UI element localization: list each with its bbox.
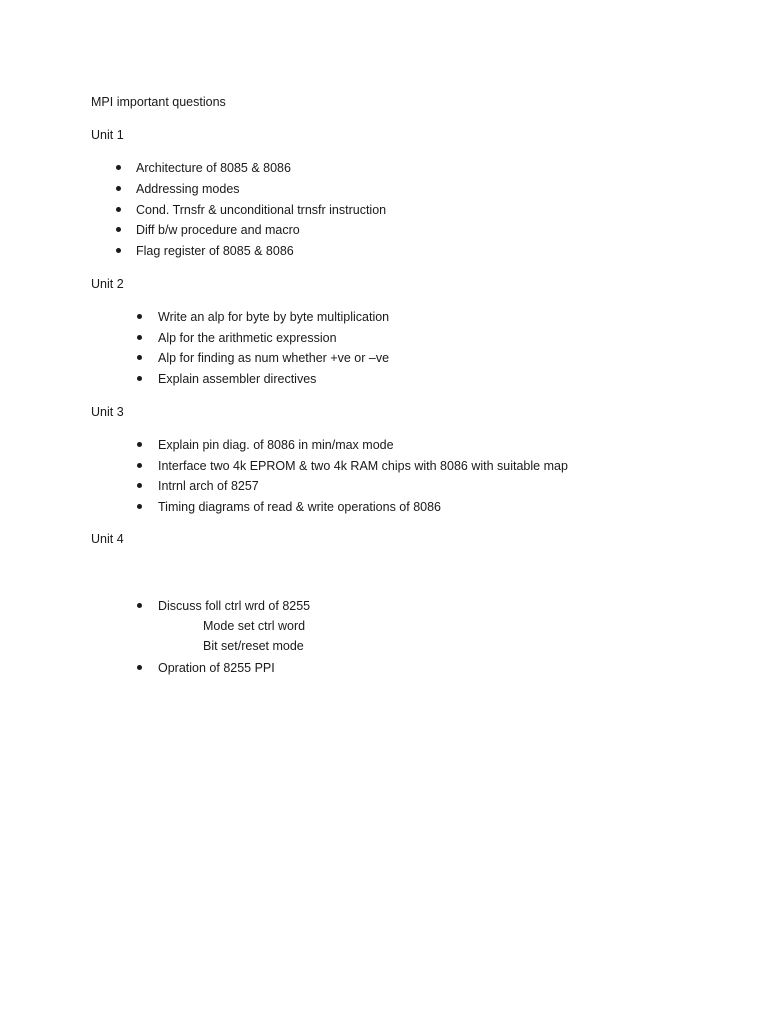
list-item: Explain assembler directives [158,372,317,386]
list-item: Alp for the arithmetic expression [158,331,337,345]
bullet-icon [137,504,142,509]
bullet-icon [116,227,121,232]
bullet-icon [116,207,121,212]
bullet-icon [137,442,142,447]
bullet-icon [137,314,142,319]
bullet-icon [137,665,142,670]
bullet-icon [137,376,142,381]
list-item: Flag register of 8085 & 8086 [136,244,294,258]
list-item: Addressing modes [136,182,240,196]
list-item: Timing diagrams of read & write operations of 8086 [158,500,442,514]
list-item: Write an alp for byte by byte multiplication [158,310,390,324]
list-item: Opration of 8255 PPI [158,661,275,675]
bullet-icon [116,186,121,191]
list-item: Diff b/w procedure and macro [136,223,300,237]
list-item: Cond. Trnsfr & unconditional trnsfr instruction [136,203,387,217]
bullet-icon [137,483,142,488]
unit-2-heading: Unit 2 [91,277,124,291]
bullet-icon [137,355,142,360]
list-item: Interface two 4k EPROM & two 4k RAM chips with 8086 with suitable map [158,459,568,473]
list-item: Architecture of 8085 & 8086 [136,161,291,175]
document-title: MPI important questions [91,95,226,109]
list-item: Alp for finding as num whether +ve or –ve [158,351,390,365]
bullet-icon [137,335,142,340]
sub-item: Bit set/reset mode [203,639,304,653]
list-item: Discuss foll ctrl wrd of 8255 [158,599,311,613]
list-item: Intrnl arch of 8257 [158,479,259,493]
bullet-icon [137,463,142,468]
unit-3-heading: Unit 3 [91,405,124,419]
unit-1-heading: Unit 1 [91,128,124,142]
bullet-icon [116,248,121,253]
bullet-icon [137,603,142,608]
unit-4-heading: Unit 4 [91,532,124,546]
bullet-icon [116,165,121,170]
sub-item: Mode set ctrl word [203,619,306,633]
list-item: Explain pin diag. of 8086 in min/max mode [158,438,394,452]
